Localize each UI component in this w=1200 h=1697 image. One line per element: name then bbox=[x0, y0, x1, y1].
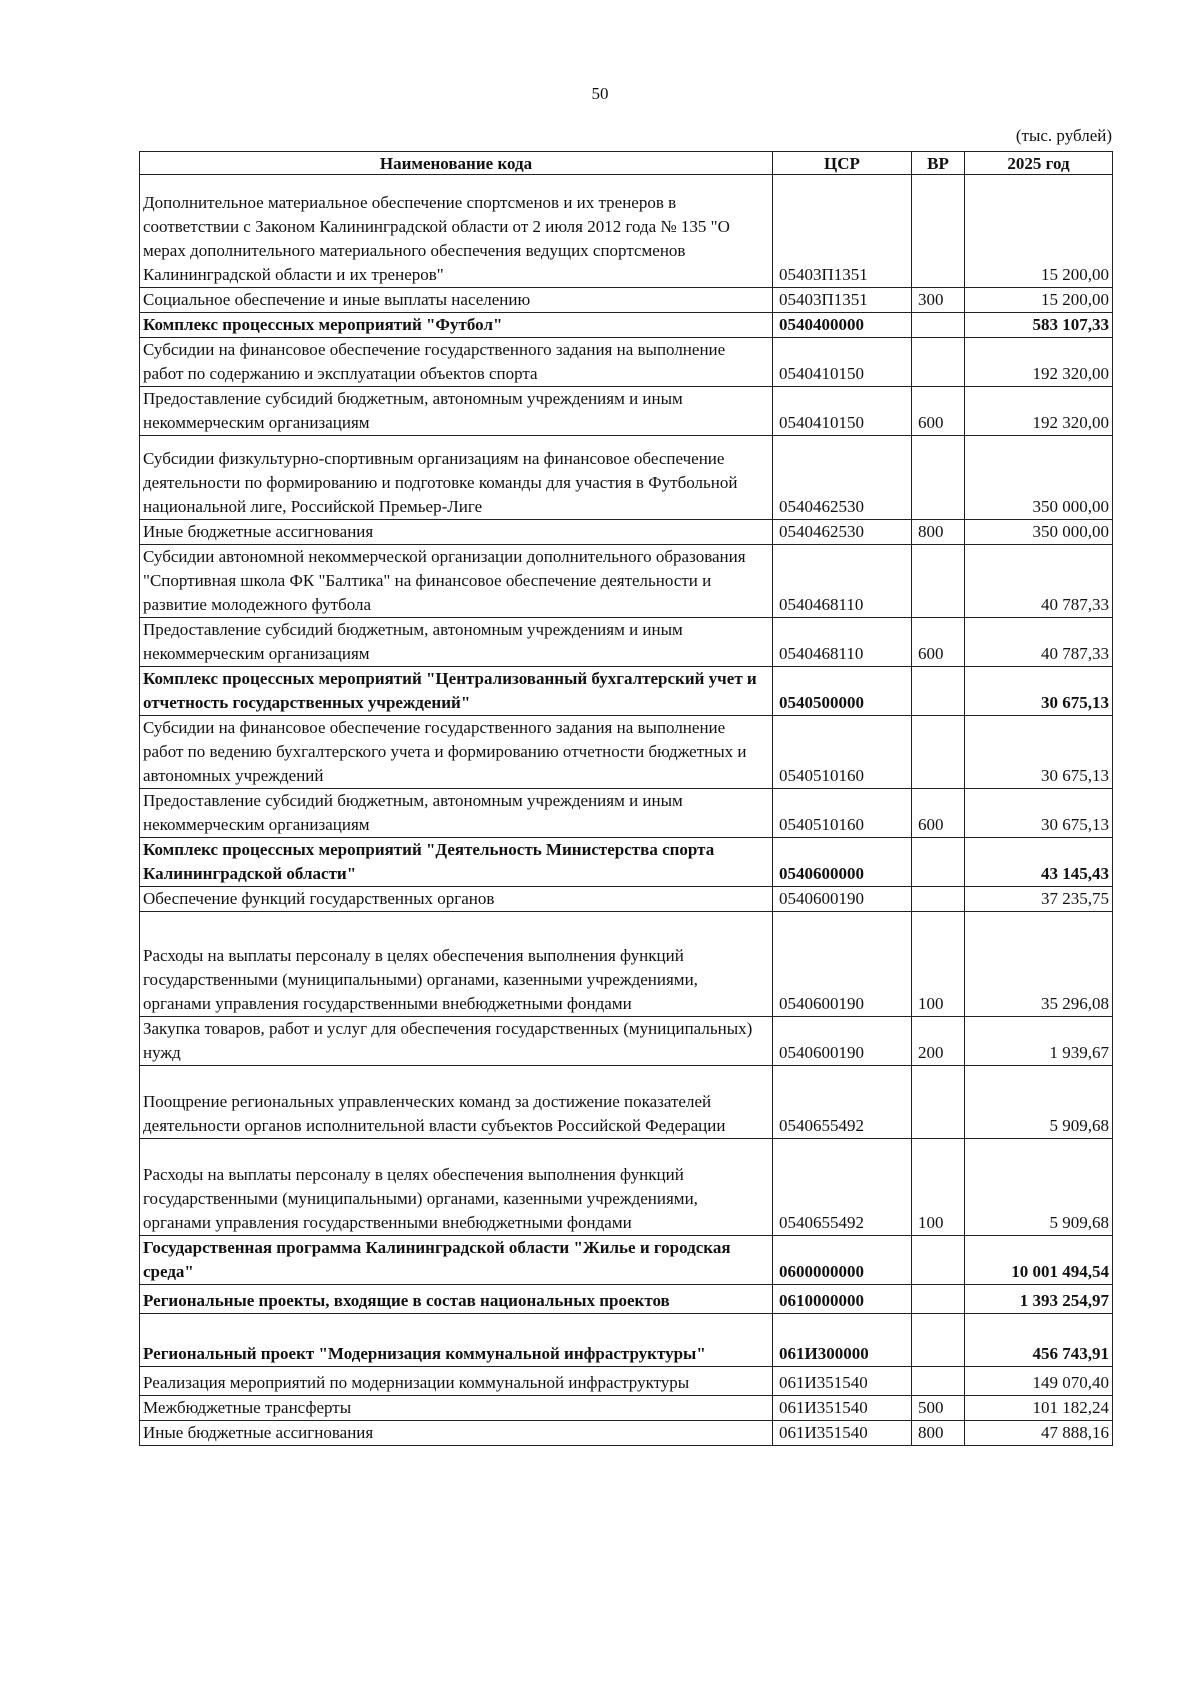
row-vr-code: 300 bbox=[912, 288, 965, 313]
row-amount: 30 675,13 bbox=[965, 789, 1113, 838]
row-name: Иные бюджетные ассигнования bbox=[140, 520, 773, 545]
table-row bbox=[140, 1066, 1113, 1139]
row-csr-code: 061И351540 bbox=[773, 1421, 912, 1446]
row-name: Расходы на выплаты персоналу в целях обеспечения выполнения функций государственными (муниципальными) органами, казенными учреждениями, органами управления государственными внебюджетными фондами bbox=[140, 912, 773, 1017]
table-row bbox=[140, 520, 1113, 545]
row-vr-code bbox=[912, 1066, 965, 1139]
header-csr: ЦСР bbox=[773, 152, 912, 175]
row-name: Иные бюджетные ассигнования bbox=[140, 1421, 773, 1446]
row-name: Комплекс процессных мероприятий "Централизованный бухгалтерский учет и отчетность государственных учреждений" bbox=[140, 667, 773, 716]
table-row bbox=[140, 545, 1113, 618]
table-row bbox=[140, 313, 1113, 338]
row-name: Комплекс процессных мероприятий "Футбол" bbox=[140, 313, 773, 338]
table-row bbox=[140, 1396, 1113, 1421]
row-csr-code: 0540510160 bbox=[773, 789, 912, 838]
row-csr-code: 0540468110 bbox=[773, 618, 912, 667]
row-vr-code bbox=[912, 175, 965, 288]
row-vr-code: 500 bbox=[912, 1396, 965, 1421]
table-row bbox=[140, 838, 1113, 887]
row-vr-code bbox=[912, 436, 965, 520]
row-vr-code bbox=[912, 667, 965, 716]
header-name: Наименование кода bbox=[140, 152, 773, 175]
row-vr-code bbox=[912, 838, 965, 887]
row-amount: 192 320,00 bbox=[965, 387, 1113, 436]
header-year: 2025 год bbox=[965, 152, 1113, 175]
row-name: Субсидии на финансовое обеспечение государственного задания на выполнение работ по содержанию и эксплуатации объектов спорта bbox=[140, 338, 773, 387]
row-name: Социальное обеспечение и иные выплаты населению bbox=[140, 288, 773, 313]
table-row bbox=[140, 667, 1113, 716]
row-amount: 456 743,91 bbox=[965, 1314, 1113, 1367]
row-csr-code: 0540655492 bbox=[773, 1066, 912, 1139]
page-number: 50 bbox=[591, 84, 609, 103]
row-vr-code: 600 bbox=[912, 618, 965, 667]
row-amount: 10 001 494,54 bbox=[965, 1236, 1113, 1285]
row-amount: 40 787,33 bbox=[965, 618, 1113, 667]
header-vr: ВР bbox=[912, 152, 965, 175]
row-vr-code bbox=[912, 313, 965, 338]
row-name: Субсидии физкультурно-спортивным организациям на финансовое обеспечение деятельности по формированию и подготовке команды для участия в Футбольной национальной лиге, Российской Премьер-Лиге bbox=[140, 436, 773, 520]
row-amount: 37 235,75 bbox=[965, 887, 1113, 912]
table-row bbox=[140, 1314, 1113, 1367]
row-csr-code: 0540655492 bbox=[773, 1139, 912, 1236]
row-name: Региональный проект "Модернизация коммунальной инфраструктуры" bbox=[140, 1314, 773, 1367]
table-row bbox=[140, 1139, 1113, 1236]
table-row bbox=[140, 716, 1113, 789]
row-csr-code: 0540410150 bbox=[773, 338, 912, 387]
row-amount: 43 145,43 bbox=[965, 838, 1113, 887]
table-row bbox=[140, 789, 1113, 838]
row-csr-code: 05403П1351 bbox=[773, 175, 912, 288]
row-csr-code: 0540468110 bbox=[773, 545, 912, 618]
row-amount: 149 070,40 bbox=[965, 1367, 1113, 1396]
table-row bbox=[140, 288, 1113, 313]
row-csr-code: 0540600190 bbox=[773, 1017, 912, 1066]
row-name: Дополнительное материальное обеспечение спортсменов и их тренеров в соответствии с Законом Калининградской области от 2 июля 2012 года № 135 "О мерах дополнительного материального обеспечения ведущих спортсменов Калининградской области и их тренеров" bbox=[140, 175, 773, 288]
row-vr-code bbox=[912, 1314, 965, 1367]
row-csr-code: 0540600190 bbox=[773, 887, 912, 912]
row-name: Региональные проекты, входящие в состав национальных проектов bbox=[140, 1285, 773, 1314]
row-name: Межбюджетные трансферты bbox=[140, 1396, 773, 1421]
row-name: Закупка товаров, работ и услуг для обеспечения государственных (муниципальных) нужд bbox=[140, 1017, 773, 1066]
row-amount: 101 182,24 bbox=[965, 1396, 1113, 1421]
row-vr-code: 800 bbox=[912, 520, 965, 545]
row-vr-code bbox=[912, 887, 965, 912]
row-csr-code: 0540510160 bbox=[773, 716, 912, 789]
row-amount: 40 787,33 bbox=[965, 545, 1113, 618]
table-body bbox=[140, 175, 1113, 1446]
table-row bbox=[140, 175, 1113, 288]
table-row bbox=[140, 1285, 1113, 1314]
row-name: Государственная программа Калининградской области "Жилье и городская среда" bbox=[140, 1236, 773, 1285]
row-name: Реализация мероприятий по модернизации коммунальной инфраструктуры bbox=[140, 1367, 773, 1396]
row-amount: 350 000,00 bbox=[965, 520, 1113, 545]
row-amount: 5 909,68 bbox=[965, 1139, 1113, 1236]
row-name: Субсидии на финансовое обеспечение государственного задания на выполнение работ по ведению бухгалтерского учета и формированию отчетности бюджетных и автономных учреждений bbox=[140, 716, 773, 789]
table-row bbox=[140, 1367, 1113, 1396]
row-name: Предоставление субсидий бюджетным, автономным учреждениям и иным некоммерческим организациям bbox=[140, 387, 773, 436]
row-amount: 47 888,16 bbox=[965, 1421, 1113, 1446]
table-header-row bbox=[140, 152, 1113, 175]
row-csr-code: 05403П1351 bbox=[773, 288, 912, 313]
row-csr-code: 061И351540 bbox=[773, 1396, 912, 1421]
row-vr-code: 600 bbox=[912, 789, 965, 838]
row-vr-code bbox=[912, 1236, 965, 1285]
row-amount: 15 200,00 bbox=[965, 175, 1113, 288]
row-vr-code bbox=[912, 338, 965, 387]
table-row bbox=[140, 1421, 1113, 1446]
table-row bbox=[140, 1236, 1113, 1285]
row-amount: 15 200,00 bbox=[965, 288, 1113, 313]
table-row bbox=[140, 1017, 1113, 1066]
row-csr-code: 0540462530 bbox=[773, 436, 912, 520]
budget-table bbox=[139, 151, 1113, 1446]
row-csr-code: 0540600190 bbox=[773, 912, 912, 1017]
row-amount: 5 909,68 bbox=[965, 1066, 1113, 1139]
row-name: Обеспечение функций государственных органов bbox=[140, 887, 773, 912]
units-label: (тыс. рублей) bbox=[1015, 126, 1112, 145]
row-amount: 192 320,00 bbox=[965, 338, 1113, 387]
row-name: Поощрение региональных управленческих команд за достижение показателей деятельности органов исполнительной власти субъектов Российской Федерации bbox=[140, 1066, 773, 1139]
table-row bbox=[140, 618, 1113, 667]
row-amount: 1 939,67 bbox=[965, 1017, 1113, 1066]
row-csr-code: 061И351540 bbox=[773, 1367, 912, 1396]
row-name: Комплекс процессных мероприятий "Деятельность Министерства спорта Калининградской области" bbox=[140, 838, 773, 887]
row-csr-code: 061И300000 bbox=[773, 1314, 912, 1367]
row-csr-code: 0610000000 bbox=[773, 1285, 912, 1314]
row-vr-code: 800 bbox=[912, 1421, 965, 1446]
table-row bbox=[140, 338, 1113, 387]
row-amount: 1 393 254,97 bbox=[965, 1285, 1113, 1314]
row-vr-code: 100 bbox=[912, 1139, 965, 1236]
row-amount: 350 000,00 bbox=[965, 436, 1113, 520]
row-csr-code: 0540400000 bbox=[773, 313, 912, 338]
row-vr-code bbox=[912, 1367, 965, 1396]
row-csr-code: 0540500000 bbox=[773, 667, 912, 716]
row-vr-code: 600 bbox=[912, 387, 965, 436]
row-amount: 30 675,13 bbox=[965, 716, 1113, 789]
row-vr-code bbox=[912, 545, 965, 618]
row-amount: 35 296,08 bbox=[965, 912, 1113, 1017]
row-vr-code bbox=[912, 716, 965, 789]
row-name: Субсидии автономной некоммерческой организации дополнительного образования "Спортивная школа ФК "Балтика" на финансовое обеспечение деятельности и развитие молодежного футбола bbox=[140, 545, 773, 618]
row-name: Предоставление субсидий бюджетным, автономным учреждениям и иным некоммерческим организациям bbox=[140, 789, 773, 838]
row-csr-code: 0540462530 bbox=[773, 520, 912, 545]
row-amount: 583 107,33 bbox=[965, 313, 1113, 338]
row-vr-code bbox=[912, 1285, 965, 1314]
table-row bbox=[140, 387, 1113, 436]
row-csr-code: 0600000000 bbox=[773, 1236, 912, 1285]
row-vr-code: 200 bbox=[912, 1017, 965, 1066]
table-row bbox=[140, 887, 1113, 912]
table-row bbox=[140, 436, 1113, 520]
table-row bbox=[140, 912, 1113, 1017]
row-csr-code: 0540410150 bbox=[773, 387, 912, 436]
row-name: Расходы на выплаты персоналу в целях обеспечения выполнения функций государственными (муниципальными) органами, казенными учреждениями, органами управления государственными внебюджетными фондами bbox=[140, 1139, 773, 1236]
row-csr-code: 0540600000 bbox=[773, 838, 912, 887]
row-amount: 30 675,13 bbox=[965, 667, 1113, 716]
row-name: Предоставление субсидий бюджетным, автономным учреждениям и иным некоммерческим организациям bbox=[140, 618, 773, 667]
row-vr-code: 100 bbox=[912, 912, 965, 1017]
